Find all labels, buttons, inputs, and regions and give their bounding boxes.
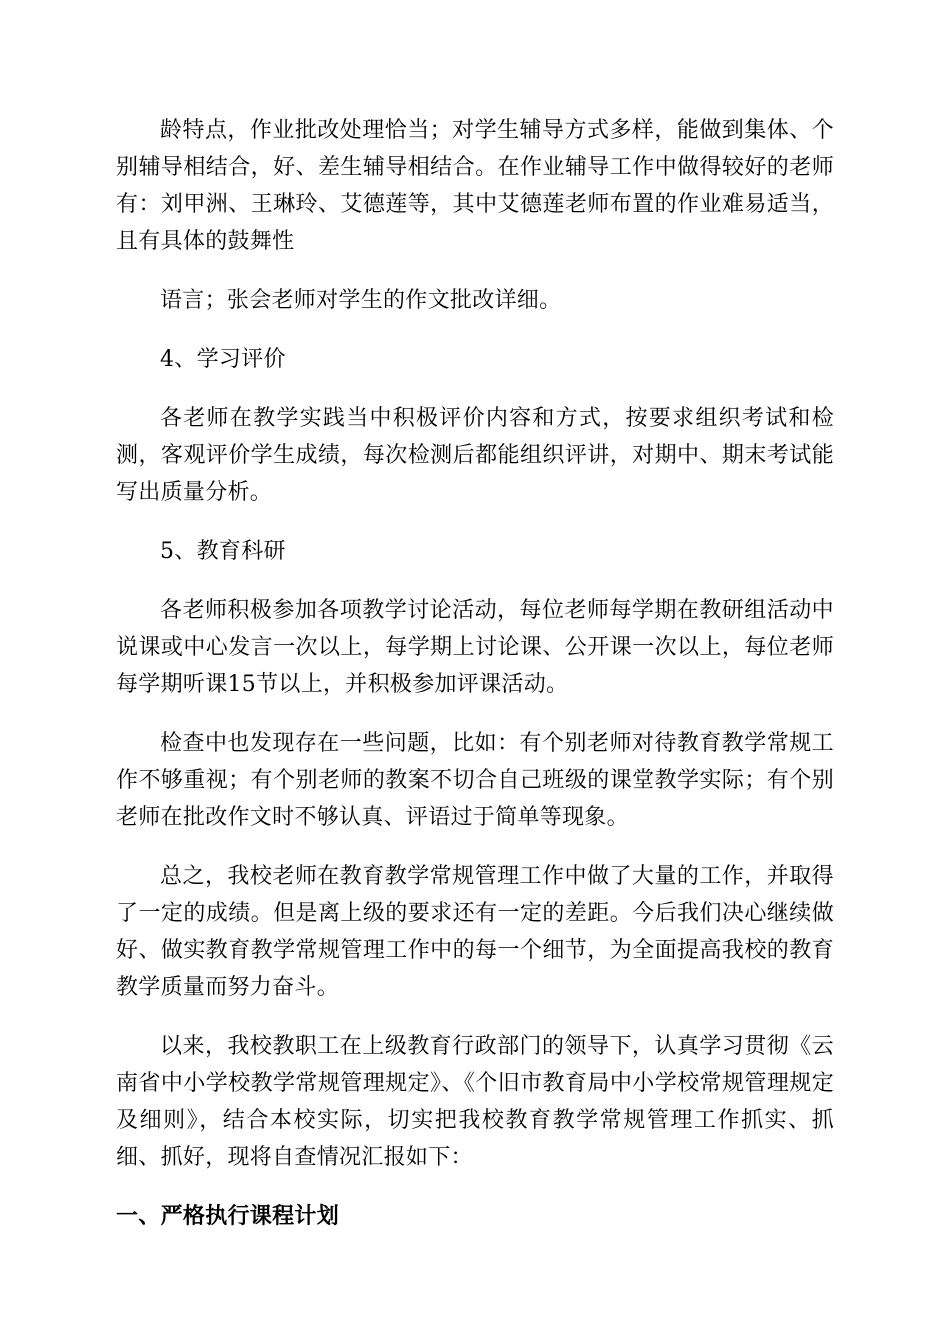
document-body (116, 112, 834, 1257)
paragraph-introduction: 以来，我校教职工在上级教育行政部门的领导下，认真学习贯彻《云南省中小学校教学常规管理规定》、《个旧市教育局中小学校常规管理规定及细则》，结合本校实际，切实把我校教育教学常规管理工作抓实、抓细、抓好，现将自查情况汇报如下： (116, 1034, 834, 1170)
section-education-research: 5、教育科研 (160, 539, 286, 564)
section-learning-evaluation: 4、学习评价 (160, 347, 286, 372)
section-heading-curriculum: 一、严格执行课程计划 (116, 1204, 340, 1229)
paragraph-summary: 总之，我校老师在教育教学常规管理工作中做了大量的工作，并取得了一定的成绩。但是离上级的要求还有一定的差距。今后我们决心继续做好、做实教育教学常规管理工作中的每一个细节，为全面提高我校的教育教学质量而努力奋斗。 (116, 864, 834, 1000)
paragraph-essay-correction: 语言；张会老师对学生的作文批改详细。 (160, 288, 562, 313)
paragraph-homework-guidance: 龄特点，作业批改处理恰当；对学生辅导方式多样，能做到集体、个别辅导相结合，好、差生辅导相结合。在作业辅导工作中做得较好的老师有：刘甲洲、王琳玲、艾德莲等，其中艾德莲老师布置的作业难易适当，且有具体的鼓舞性 (116, 118, 834, 254)
paragraph-evaluation: 各老师在教学实践当中积极评价内容和方式，按要求组织考试和检测，客观评价学生成绩，每次检测后都能组织评讲，对期中、期末考试能写出质量分析。 (116, 406, 834, 505)
paragraph-problems: 检查中也发现存在一些问题，比如：有个别老师对待教育教学常规工作不够重视；有个别老师的教案不切合自己班级的课堂教学实际；有个别老师在批改作文时不够认真、评语过于简单等现象。 (116, 731, 834, 830)
paragraph-research: 各老师积极参加各项教学讨论活动，每位老师每学期在教研组活动中说课或中心发言一次以上，每学期上讨论课、公开课一次以上，每位老师每学期听课15节以上，并积极参加评课活动。 (116, 598, 834, 697)
